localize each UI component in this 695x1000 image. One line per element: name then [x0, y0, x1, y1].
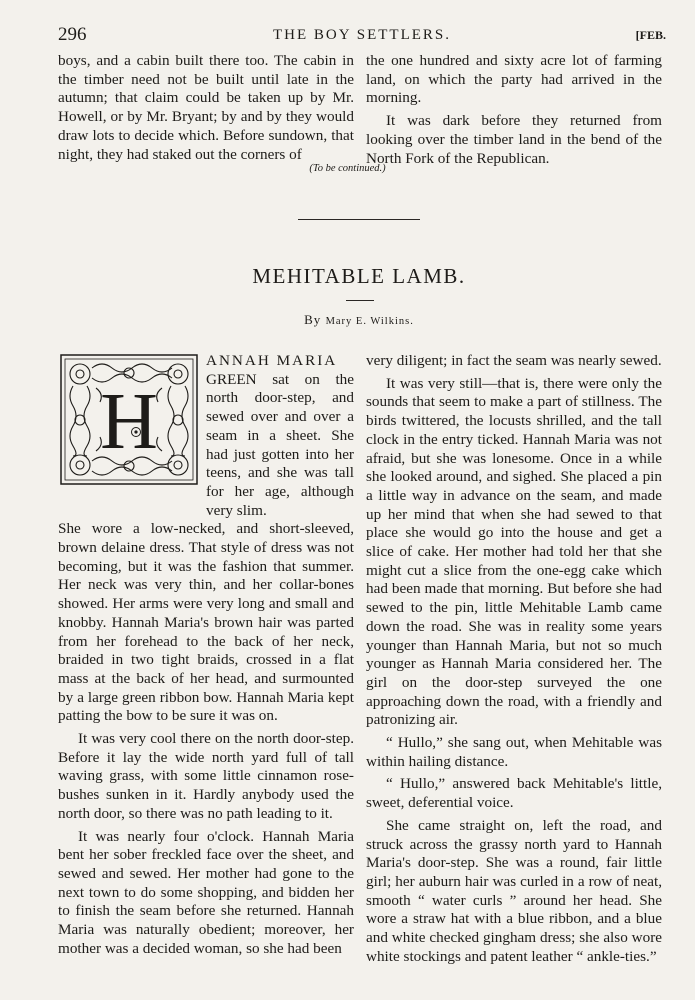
paragraph: She came straight on, left the road, and struck across the grassy north yard to Hannah Maria's door-step. She was a round, fair little girl; her auburn hair was curled in a row of neat, smooth “ water curls ” around her head. She wore a straw hat with a blue ribbon, and a blue and white checked gingham dress; she also wore white stockings and patent leather “ ankle-ties.” [366, 816, 662, 965]
drop-cap-letter: H [100, 378, 158, 466]
story-right-column [366, 352, 662, 967]
running-head [58, 24, 666, 46]
story-left-column [58, 352, 354, 959]
running-title: THE BOY SETTLERS. [272, 27, 452, 43]
paragraph: boys, and a cabin built there too. The cabin in the timber need not be built until late in the autumn; that claim could be taken up by Mr. Howell, or by Mr. Bryant; by and by they would draw lots to decide which. Before sundown, that night, they had staked out the corners of [58, 52, 354, 163]
author-name: Mary E. Wilkins. [325, 316, 414, 327]
paragraph-wrapped: GREEN sat on the north door-step, and sewed over and over a seam in a sheet. She had just gotten into her teens, and she was tall for her age, although very slim. [206, 370, 354, 519]
paragraph: It was very still—that is, there were only the sounds that seem to make a part of stillness. The birds twittered, the locusts shrilled, and the tall clock in the entry ticked. Hannah Maria was not afraid, but she was lonesome. Once in a while she looked around, and sighed. She placed a pin a little way in advance on the seam, and made up her mind that when she had sewed to that place she would go into the house and get a slice of cake. Her mother had told her that she might cut a slice from the one-egg cake which had been made that morning. But before she had sewed to the pin, little Mehitable Lamb came down the road. She was in reality some years younger than Hannah Maria, but not so much younger as Hannah Maria considered her. The girl on the door-step surveyed the one approaching down the road, with a friendly and patronizing air. [366, 374, 662, 729]
story-title: MEHITABLE LAMB. [252, 264, 466, 288]
to-be-continued-note: (To be continued.) [309, 163, 386, 174]
paragraph: She wore a low-necked, and short-sleeved, brown delaine dress. That style of dress was not becoming, but it was the fashion that summer. Her neck was very thin, and her collar-bones showed. Her arms were very long and small and knobby. Hannah Maria's brown hair was parted from her forehead to the back of her neck, braided in two tight braids, crossed in a flat mass at the back of her head, and surmounted by a large green ribbon bow. Hannah Maria kept patting the bow to be sure it was on. [58, 520, 354, 725]
page-number: 296 [58, 24, 87, 45]
byline-prefix: By [304, 312, 322, 327]
running-month: [FEB. [635, 28, 666, 42]
paragraph: It was nearly four o'clock. Hannah Maria bent her sober freckled face over the sheet, and sewed and sewed. Her mother had gone to the next town to do some shopping, and bidden her to finish the seam before she returned. Hannah Maria was naturally obedient; moreover, her mother was a decided woman, so she had been [58, 827, 354, 957]
paragraph: It was dark before they returned from looking over the timber land in the bend of the North Fork of the Republican. [366, 112, 662, 167]
byline [0, 312, 695, 328]
paragraph: It was very cool there on the north door-step. Before it lay the wide north yard full of tall waving grass, with some little cinnamon rose-bushes sunken in it. Hardly anybody used the north door, so there was no path leading to it. [58, 730, 354, 822]
wrapped-text [206, 352, 354, 520]
paragraph: “ Hullo,” answered back Mehitable's little, sweet, deferential voice. [366, 775, 662, 812]
first-line: ANNAH MARIA [206, 352, 338, 369]
title-rule [346, 300, 374, 301]
paragraph: very diligent; in fact the seam was nearly sewed. [366, 352, 662, 369]
section-divider [298, 219, 420, 220]
previous-story-right-column [366, 52, 662, 168]
previous-story-left-column [58, 52, 354, 164]
paragraph: the one hundred and sixty acre lot of farming land, on which the party had arrived in the morning. [366, 52, 662, 107]
paragraph: “ Hullo,” she sang out, when Mehitable was within hailing distance. [366, 734, 662, 770]
